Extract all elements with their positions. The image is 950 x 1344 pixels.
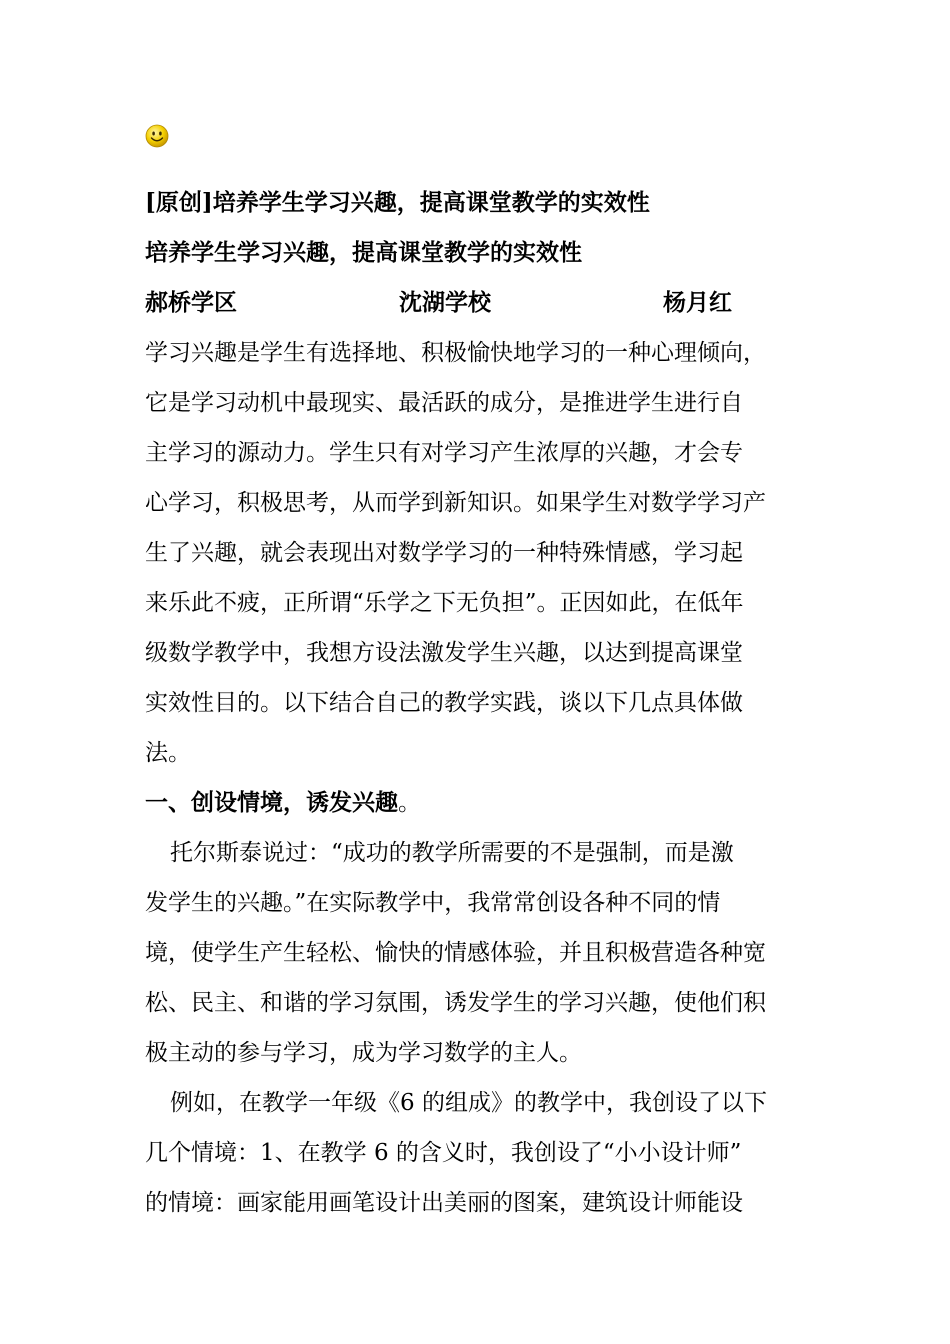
body-paragraph-2 (145, 1078, 825, 1228)
text-line: 实效性目的。以下结合自己的教学实践，谈以下几点具体做 (145, 690, 743, 716)
text-line: 学习兴趣是学生有选择地、积极愉快地学习的一种心理倾向， (145, 340, 766, 366)
text-line: 境，使学生产生轻松、愉快的情感体验，并且积极营造各种宽 (145, 940, 766, 966)
text-line: 极主动的参与学习，成为学习数学的主人。 (145, 1040, 582, 1066)
text-line: 的情境：画家能用画笔设计出美丽的图案，建筑设计师能设 (145, 1190, 743, 1216)
body-paragraph-1 (145, 828, 825, 1078)
text-line: 例如，在教学一年级《6 的组成》的教学中，我创设了以下 (170, 1090, 767, 1116)
author-name: 杨月红 (663, 289, 732, 316)
text-line: 托尔斯泰说过：“成功的教学所需要的不是强制，而是激 (170, 840, 734, 866)
text-line: 主学习的源动力。学生只有对学习产生浓厚的兴趣，才会专 (145, 440, 743, 466)
text-line: 生了兴趣，就会表现出对数学学习的一种特殊情感，学习起 (145, 540, 743, 566)
author-line (145, 278, 825, 328)
section-heading-text: 一、创设情境，诱发兴趣 (145, 789, 398, 816)
section-heading (145, 778, 825, 828)
article-title: 培养学生学习兴趣，提高课堂教学的实效性 (145, 239, 582, 266)
smiley-face-icon (145, 124, 169, 148)
post-title: [原创]培养学生学习兴趣，提高课堂教学的实效性 (145, 189, 650, 216)
text-line: 发学生的兴趣。”在实际教学中，我常常创设各种不同的情 (145, 890, 721, 916)
author-district: 郝桥学区 (145, 289, 237, 316)
text-line: 心学习，积极思考，从而学到新知识。如果学生对数学学习产 (145, 490, 766, 516)
document-body (145, 124, 825, 1228)
text-line: 它是学习动机中最现实、最活跃的成分，是推进学生进行自 (145, 390, 743, 416)
text-line: 松、民主、和谐的学习氛围，诱发学生的学习兴趣，使他们积 (145, 990, 766, 1016)
text-line: 来乐此不疲，正所谓“乐学之下无负担”。正因如此，在低年 (145, 590, 744, 616)
section-heading-punct: 。 (398, 790, 421, 816)
intro-paragraph (145, 328, 825, 778)
text-line: 法。 (145, 740, 191, 766)
text-line: 几个情境：1、在教学 6 的含义时，我创设了“小小设计师” (145, 1140, 742, 1166)
author-school: 沈湖学校 (399, 289, 491, 316)
text-line: 级数学教学中，我想方设法激发学生兴趣，以达到提高课堂 (145, 640, 743, 666)
